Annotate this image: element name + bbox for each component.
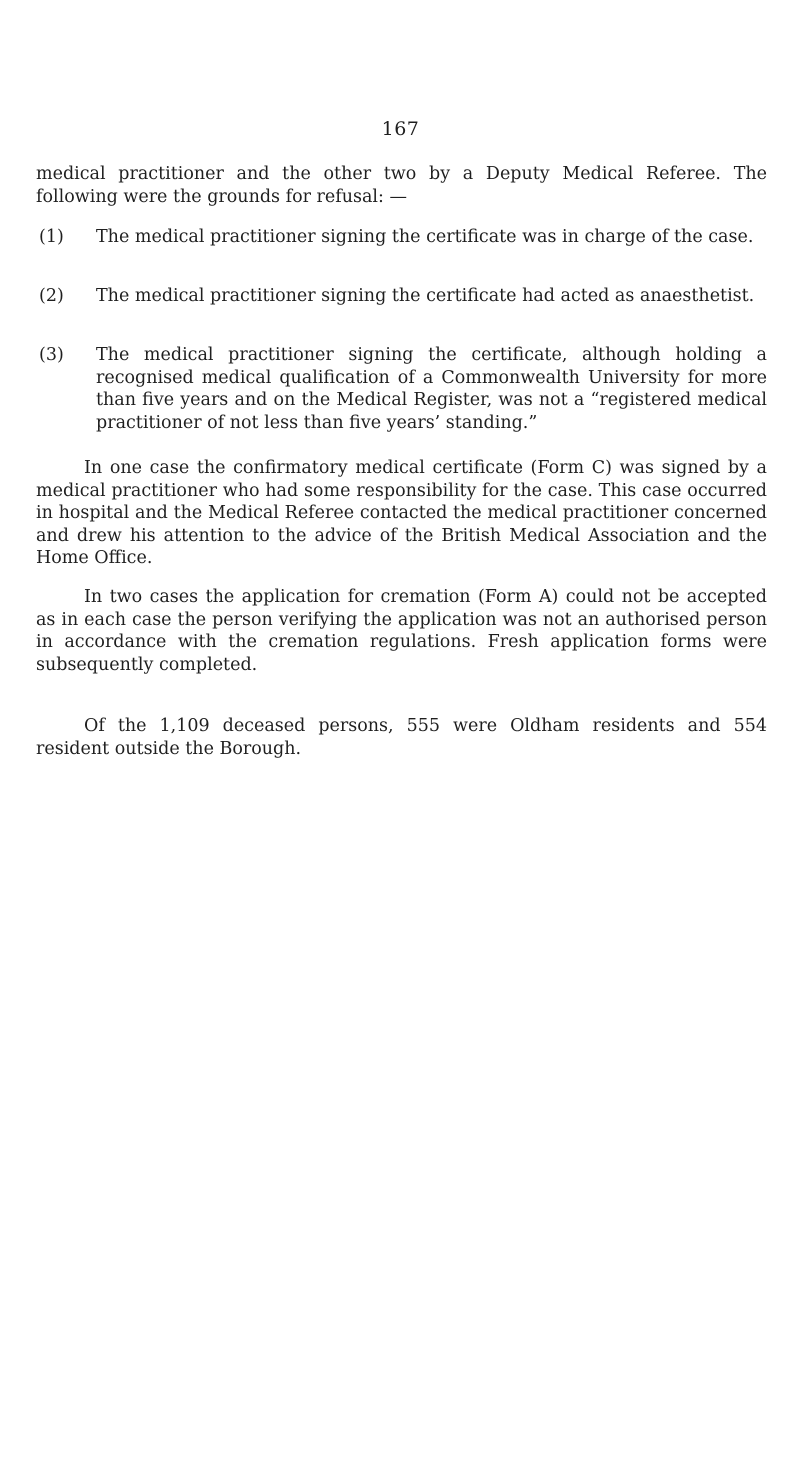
form-a-paragraph: In two cases the application for cremation (Form A) could not be accepted as in each case the person verifying the application was not an authorised person in accordance with the cremation regulations. Fresh application forms were subsequently completed. [36,587,767,675]
list-number: (2) [39,286,64,306]
list-number: (1) [39,227,64,247]
page-number: 167 [381,118,420,140]
list-text: The medical practitioner signing the certificate, although holding a recognised medical qualification of a Commonwealth University for more than five years and on the Medical Register, was not a “registered medical practitioner of not less than five years’ standing.” [96,345,767,433]
list-text: The medical practitioner signing the certificate had acted as anaesthetist. [96,286,755,306]
list-number: (3) [39,345,64,365]
residents-paragraph: Of the 1,109 deceased persons, 555 were Oldham residents and 554 resident outside the Borough. [36,716,767,759]
intro-paragraph: medical practitioner and the other two by a Deputy Medical Referee. The following were the grounds for refusal: — [36,164,767,207]
form-c-paragraph: In one case the confirmatory medical certificate (Form C) was signed by a medical practitioner who had some responsibility for the case. This case occurred in hospital and the Medical Referee contacted the medical practitioner concerned and drew his attention to the advice of the British Medical Association and the Home Office. [36,458,767,568]
list-text: The medical practitioner signing the certificate was in charge of the case. [96,227,754,247]
